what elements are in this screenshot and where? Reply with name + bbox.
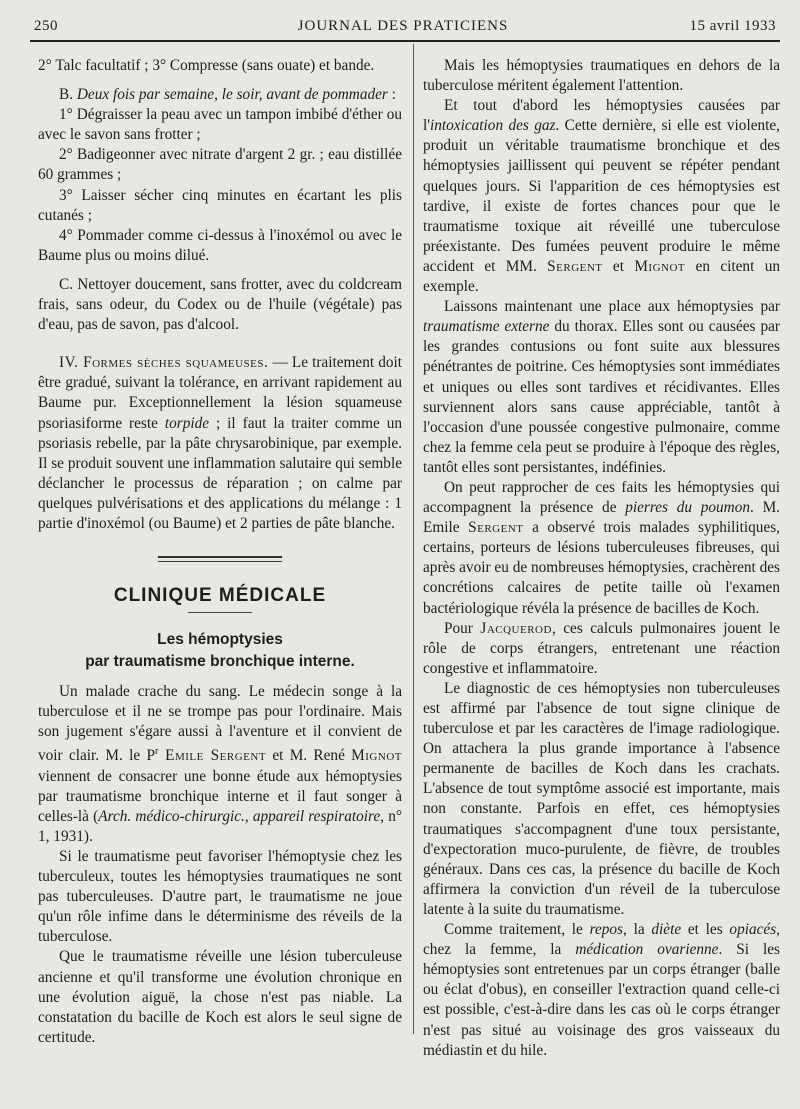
column-divider <box>413 44 414 1034</box>
paragraph: Un malade crache du sang. Le médecin songe à la tuberculose et il ne se trompe pas pour l'ordinaire. Mais son jugement s'égare aussi à l'aventure et il convient de voir clair. M. le $P^r$ Emile Sergent et M. René Mignot viennent de consacrer une bonne étude aux hémoptysies par traumatisme bronchique interne et il faut songer à celles-là (Arch. médico-chirurgic., appareil respiratoire, n° 1, 1931). <box>38 683 403 845</box>
section-title: CLINIQUE MÉDICALE <box>113 585 327 607</box>
paragraph: Laissons maintenant une place aux hémoptysies par traumatisme externe du thorax. Elles sont ou causées par les grandes contusions ou font suite aux blessures pénétrantes de poitrine. Ces hémoptysies sont immédiates et uniques ou elles sont tardives et récidivantes. Elles surviennent alors sans cause appréciable, tantôt à l'occasion d'une poussée congestive pulmonaire, comme chez la femme cela peut se produire à l'époque des règles, tantôt elles sont persistantes, indéfinies. <box>423 298 780 476</box>
paragraph: 1° Dégraisser la peau avec un tampon imbibé d'éther ou avec le savon sans frotter ; <box>38 106 402 144</box>
paragraph: Que le traumatisme réveille une lésion tuberculeuse ancienne et qu'il transforme une évolution chronique en une évolution aiguë, la chose n'est pas niable. La constatation du bacille de Koch est alors le seul signe de certitude. <box>38 948 402 1046</box>
journal-title: JOURNAL DES PRATICIENS <box>297 18 509 34</box>
title-underline <box>188 612 252 613</box>
paragraph: IV. Formes sèches squameuses. — Le traitement doit être gradué, suivant la tolérance, en arrivant rapidement au Baume pur. Exceptionnellement la lésion squameuse psoriasiforme reste torpide ; il faut la traiter comme un psoriasis rebelle, par la pâte chrysarobinique, par exemple. Il se produit souvent une inflammation salutaire qui semble déclancher le processus de réparation ; on calme par quelques pulvérisations et des applications du mélange : 1 partie d'inoxémol (ou Baume) et 2 parties de pâte blanche. <box>38 354 402 532</box>
paragraph: On peut rapprocher de ces faits les hémoptysies qui accompagnent la présence de pierres du poumon. M. Emile Sergent a observé trois malades syphilitiques, certains, porteurs de lésions tuberculeuses fibreuses, qui après avoir eu de nombreuses hémoptysies, crachèrent des concrétions calcaires de petite taille où l'examen bactériologique révéla la présence de bacilles de Koch. <box>423 478 781 617</box>
running-header <box>30 16 776 40</box>
paragraph: 3° Laisser sécher cinq minutes en écartant les plis cutanés ; <box>38 186 402 224</box>
paragraph: Et tout d'abord les hémoptysies causées par l'intoxication des gaz. Cette dernière, si elle est violente, produit un véritable traumatisme bronchique et des hémoptysies jaillissent qui peuvent se répéter pendant quelques jours. Si l'apparition de ces hémoptysies est tardive, il existe de fortes chances pour que le traumatisme toxique ait réveillé une tuberculose préexistante. Des fumées peuvent produire le même accident et MM. Sergent et Mignot en citent un exemple. <box>423 97 780 296</box>
paragraph: Comme traitement, le repos, la diète et les opiacés, chez la femme, la médication ovarienne. Si les hémoptysies sont entretenues par un corps étranger (balle ou éclat d'obus), en conseiller l'extraction quand celle-ci est possible, c'est-à-dire dans les cas où le corps étranger n'est pas situé au voisinage des gros vaisseaux du médiastin et du hile. <box>423 921 780 1059</box>
page-number: 250 <box>34 18 58 34</box>
paragraph: Le diagnostic de ces hémoptysies non tuberculeuses est affirmé par l'absence de tout signe clinique de tuberculose et par les caractères de l'image radiologique. On attachera la plus grande importance à l'absence permanente de bacilles de Koch dans les crachats. L'absence de tout symptôme associé est importante, mais non constante. Parfois en effet, ces hémoptysies traumatiques s'accompagnent d'une toux persistante, d'expectoration muco-purulente, de fièvre, de troubles généraux. Dans ces cas, la présence du bacille de Koch affirmera la conviction d'un réveil de la tuberculose latente à la suite du traumatisme. <box>423 679 780 918</box>
paragraph: Si le traumatisme peut favoriser l'hémoptysie chez les tuberculeux, toutes les hémoptysies traumatiques ne sont pas tuberculeuses. D'autre part, le traumatisme ne joue qu'un rôle infime dans le déterminisme des réveils de la tuberculose. <box>38 848 402 946</box>
paragraph: Mais les hémoptysies traumatiques en dehors de la tuberculose méritent également l'attention. <box>423 57 780 95</box>
left-column <box>38 56 402 1048</box>
paragraph: 2° Talc facultatif ; 3° Compresse (sans ouate) et bande. <box>38 57 375 74</box>
paragraph: B. Deux fois par semaine, le soir, avant de pommader : <box>59 86 396 104</box>
paragraph: 4° Pommader comme ci-dessus à l'inoxémol ou avec le Baume plus ou moins dilué. <box>38 226 402 264</box>
issue-date: 15 avril 1933 <box>689 18 776 34</box>
paragraph: C. Nettoyer doucement, sans frotter, avec du coldcream frais, sans odeur, du Codex ou de l'huile (végétale) pas d'eau, pas de savon, pas d'alcool. <box>38 275 402 334</box>
section-separator <box>158 556 282 562</box>
subsection-heading: IV. Formes sèches squameuses. <box>59 354 269 372</box>
header-rule <box>30 40 780 42</box>
paragraph: 2° Badigeonner avec nitrate d'argent 2 gr. ; eau distillée 60 grammes ; <box>38 146 402 184</box>
right-column <box>423 56 780 1061</box>
paragraph: Pour Jacquerod, ces calculs pulmonaires jouent le rôle de corps étrangers, entretenant une réaction congestive et inflammatoire. <box>423 619 780 677</box>
article-title: Les hémoptysies par traumatisme bronchique interne. <box>85 631 355 671</box>
